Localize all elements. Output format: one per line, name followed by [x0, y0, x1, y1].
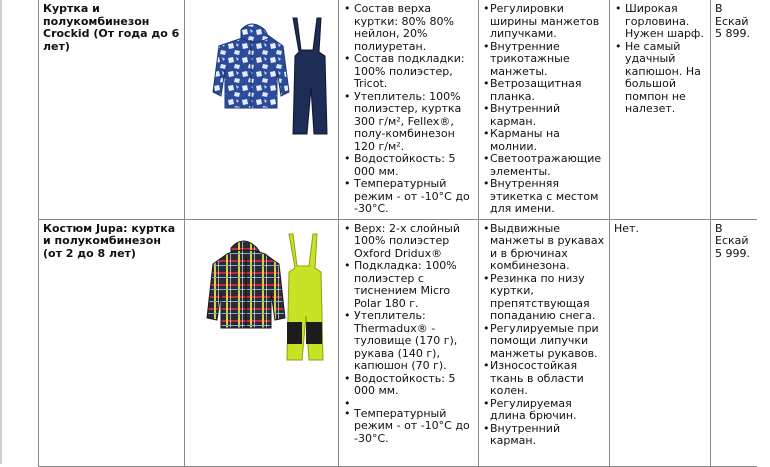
composition-list: [343, 223, 474, 446]
list-item: • Регулировки ширины манжетов липучками.: [483, 3, 605, 41]
product-name: Костюм Jupa: куртка и полукомбинезон (от 2 до 8 лет): [43, 221, 176, 260]
features-list: [483, 223, 605, 448]
list-spacer: [343, 398, 474, 408]
product-image-crockid: [185, 0, 338, 211]
features-cell: [479, 0, 610, 219]
product-image-cell: [185, 219, 339, 466]
list-item: • Внутренний карман.: [483, 103, 605, 128]
list-item: • Температурный режим - от -10°С до -30°С.: [343, 408, 474, 446]
product-image-jupa: [185, 220, 338, 467]
list-item: • Подкладка: 100% полиэстер с тиснением Micro Polar 180 г.: [343, 260, 474, 310]
disadvantages-text: Нет.: [614, 221, 639, 235]
disadvantages-cell: [610, 219, 711, 466]
shop-price-cell: [711, 219, 758, 466]
list-item: • Водостойкость: 5 000 мм.: [343, 153, 474, 178]
disadvantages-list: [614, 3, 706, 116]
table-row: [39, 219, 758, 466]
list-item: • Светоотражающие элементы.: [483, 153, 605, 178]
list-item: • Верх: 2-х слойный 100% полиэстер Oxford Dridux®: [343, 223, 474, 261]
composition-cell: [339, 219, 479, 466]
list-item: • Водостойкость: 5 000 мм.: [343, 373, 474, 398]
product-name-cell: [39, 0, 185, 219]
list-item: • Резинка по низу куртки, препятствующая попаданию снега.: [483, 273, 605, 323]
table-row: [39, 0, 758, 219]
shop-price: В Ескай 5 999.: [715, 221, 750, 260]
list-item: • Ветрозащитная планка.: [483, 78, 605, 103]
product-name-cell: [39, 219, 185, 466]
comparison-table: [38, 0, 757, 467]
shop-price: В Ескай 5 899.: [715, 2, 750, 40]
list-item: • Утеплитель: 100% полиэстер, куртка 300 г/м², Fellex®, полу-комбинезон 120 г/м².: [343, 91, 474, 154]
page-left-border: [0, 0, 2, 464]
list-item: • Широкая горловина. Нужен шарф.: [614, 3, 706, 41]
shop-price-cell: [711, 0, 758, 219]
product-name: Куртка и полукомбинезон Crockid (От года до 6 лет): [43, 2, 180, 53]
list-item: • Износостойкая ткань в области колен.: [483, 360, 605, 398]
list-item: • Выдвижные манжеты в рукавах и в брючинах комбинезона.: [483, 223, 605, 273]
features-list: [483, 3, 605, 216]
product-image-cell: [185, 0, 339, 219]
list-item: • Внутренние трикотажные манжеты.: [483, 41, 605, 79]
list-item: • Регулируемые при помощи липучки манжеты рукавов.: [483, 323, 605, 361]
list-item: • Утеплитель: Thermadux® - туловище (170 г), рукава (140 г), капюшон (70 г).: [343, 310, 474, 373]
list-item: • Не самый удачный капюшон. На большой помпон не налезет.: [614, 41, 706, 116]
list-item: • Температурный режим - от -10°С до -30°С.: [343, 178, 474, 216]
composition-cell: [339, 0, 479, 219]
list-item: • Внутренний карман.: [483, 423, 605, 448]
list-item: • Состав подкладки: 100% полиэстер, Tricot.: [343, 53, 474, 91]
list-item: • Карманы на молнии.: [483, 128, 605, 153]
list-item: • Состав верха куртки: 80% 80% нейлон, 20% полиуретан.: [343, 3, 474, 53]
disadvantages-cell: [610, 0, 711, 219]
list-item: • Регулируемая длина брючин.: [483, 398, 605, 423]
features-cell: [479, 219, 610, 466]
composition-list: [343, 3, 474, 216]
list-item: • Внутренняя этикетка с местом для имени.: [483, 178, 605, 216]
